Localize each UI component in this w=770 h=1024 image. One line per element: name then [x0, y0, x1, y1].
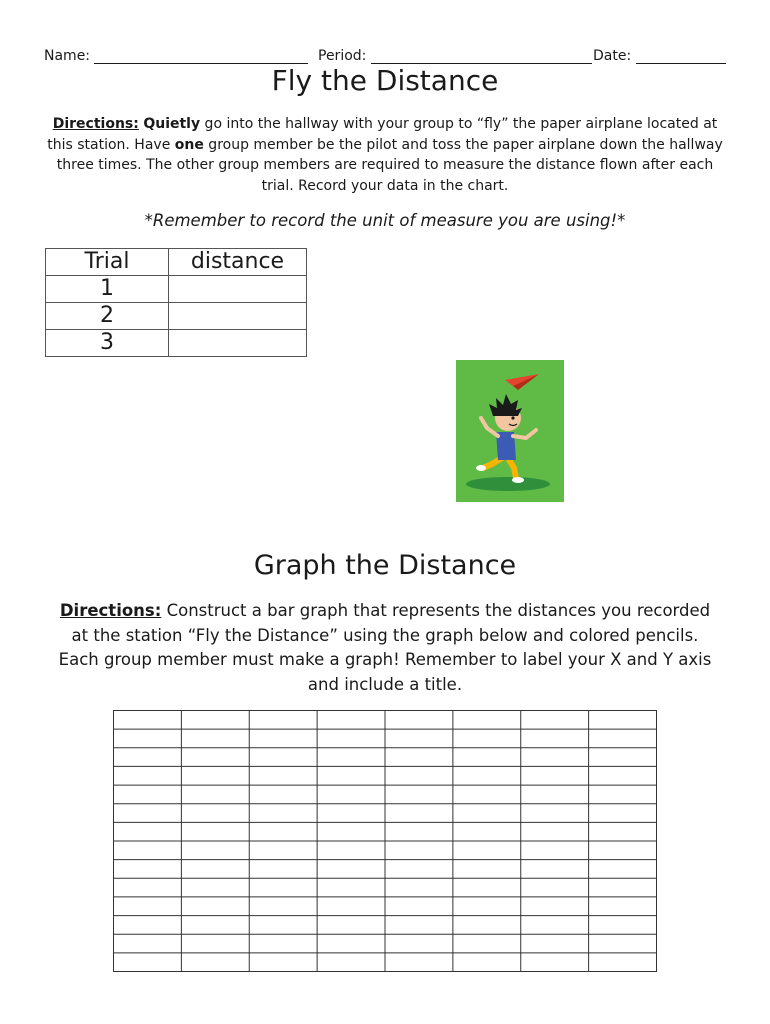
distance-cell[interactable]	[169, 303, 307, 330]
boy-flying-paper-airplane-icon	[456, 360, 564, 502]
fly-directions	[40, 114, 730, 196]
directions-text-part1: go into the hallway with your group to “fly” the paper airplane located at this station. Have	[47, 116, 718, 153]
unit-reminder: *Remember to record the unit of measure you are using!*	[144, 211, 626, 230]
table-row	[46, 303, 307, 330]
directions-emphasis-quietly: Quietly	[143, 116, 201, 132]
trial-number: 2	[46, 303, 169, 330]
distance-cell[interactable]	[169, 276, 307, 303]
section-title-graph: Graph the Distance	[253, 550, 517, 581]
table-header-row	[46, 249, 307, 276]
directions-text-part2: group member be the pilot and toss the paper airplane down the hallway three times. The other group members are required to measure the distance flown after each trial. Record your data in the chart.	[56, 136, 723, 194]
table-row	[46, 276, 307, 303]
directions-heading: Directions:	[52, 116, 139, 132]
trial-number: 1	[46, 276, 169, 303]
distance-column-header: distance	[169, 249, 307, 276]
trial-column-header: Trial	[46, 249, 169, 276]
section-title-fly: Fly the Distance	[271, 64, 499, 97]
date-label: Date:	[593, 48, 632, 64]
graph-directions	[55, 599, 715, 697]
graph-grid[interactable]	[113, 710, 657, 972]
trial-data-table	[45, 248, 307, 357]
directions-emphasis-one: one	[174, 136, 204, 153]
name-label: Name:	[44, 48, 91, 64]
graph-directions-heading: Directions:	[59, 601, 162, 620]
period-label: Period:	[318, 48, 367, 64]
trial-number: 3	[46, 330, 169, 357]
table-row	[46, 330, 307, 357]
graph-directions-text: Construct a bar graph that represents the distances you recorded at the station “Fly the Distance” using the graph below and colored pencils. Each group member must make a graph! Remember to label your X and Y axis and include a title.	[58, 601, 712, 694]
distance-cell[interactable]	[169, 330, 307, 357]
